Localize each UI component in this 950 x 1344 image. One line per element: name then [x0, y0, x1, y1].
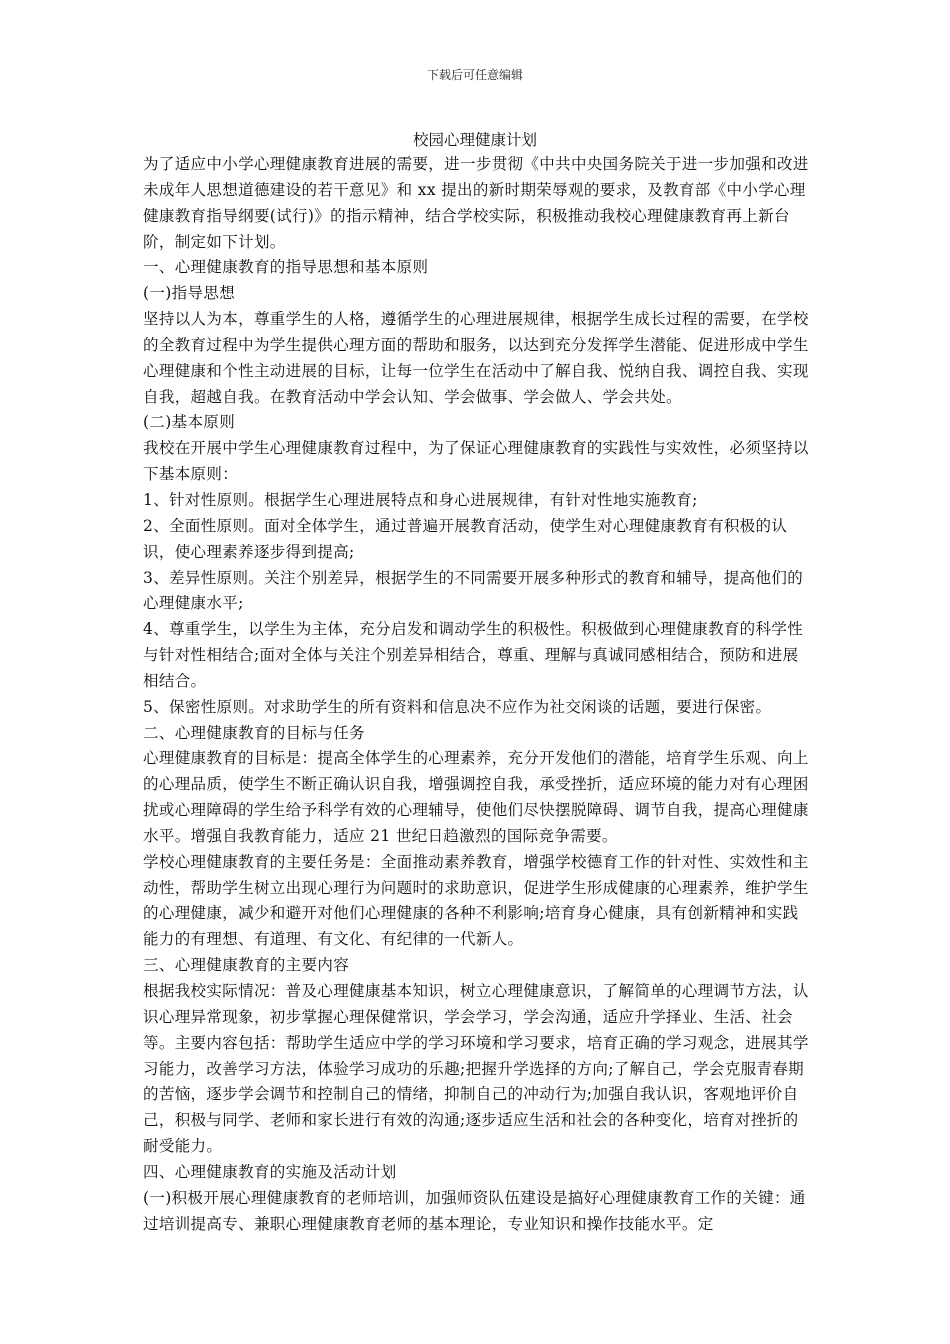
list-item: 1、针对性原则。根据学生心理进展特点和身心进展规律，有针对性地实施教育;	[143, 490, 698, 509]
list-item: 5、保密性原则。对求助学生的所有资料和信息决不应作为社交闲谈的话题，要进行保密。	[143, 697, 772, 716]
subsection-heading: (二)基本原则	[143, 413, 236, 432]
section-heading: 一、心理健康教育的指导思想和基本原则	[143, 258, 429, 277]
section-heading: 四、心理健康教育的实施及活动计划	[143, 1162, 397, 1181]
paragraph: 我校在开展中学生心理健康教育过程中，为了保证心理健康教育的实践性与实效性，必须坚持以下基本原则：	[143, 439, 809, 484]
paragraph: (一)积极开展心理健康教育的老师培训，加强师资队伍建设是搞好心理健康教育工作的关键：通过培训提高专、兼职心理健康教育老师的基本理论，专业知识和操作技能水平。定	[143, 1188, 806, 1233]
list-item: 3、差异性原则。关注个别差异，根据学生的不同需要开展多种形式的教育和辅导，提高他们的心理健康水平;	[143, 568, 804, 613]
paragraph: 为了适应中小学心理健康教育进展的需要，进一步贯彻《中共中央国务院关于进一步加强和改进未成年人思想道德建设的若干意见》和 xx 提出的新时期荣辱观的要求，及教育部《中小学心理健康教育指导纲要(试行)》的指示精神，结合学校实际，积极推动我校心理健康教育再上新台阶，制定如下计划。	[143, 155, 809, 251]
subsection-heading: (一)指导思想	[143, 284, 236, 303]
paragraph: 坚持以人为本，尊重学生的人格，遵循学生的心理进展规律，根据学生成长过程的需要，在学校的全教育过程中为学生提供心理方面的帮助和服务，以达到充分发挥学生潜能、促进形成中学生心理健康和个性主动进展的目标，让每一位学生在活动中了解自我、悦纳自我、调控自我、实现自我，超越自我。在教育活动中学会认知、学会做事、学会做人、学会共处。	[143, 310, 809, 406]
paragraph: 学校心理健康教育的主要任务是：全面推动素养教育，增强学校德育工作的针对性、实效性和主动性，帮助学生树立出现心理行为问题时的求助意识，促进学生形成健康的心理素养，维护学生的心理健康，减少和避开对他们心理健康的各种不利影响;培育身心健康，具有创新精神和实践能力的有理想、有道理、有文化、有纪律的一代新人。	[143, 852, 809, 949]
section-heading: 二、心理健康教育的目标与任务	[143, 723, 365, 742]
list-item: 4、尊重学生，以学生为主体，充分启发和调动学生的积极性。积极做到心理健康教育的科学性与针对性相结合;面对全体与关注个别差异相结合，尊重、理解与真诚同感相结合，预防和进展相结合。	[143, 620, 804, 690]
page-header-note: 下载后可任意编辑	[426, 68, 523, 82]
document-title: 校园心理健康计划	[412, 131, 537, 149]
paragraph: 根据我校实际情况：普及心理健康基本知识，树立心理健康意识，了解简单的心理调节方法，认识心理异常现象，初步掌握心理保健常识，学会学习，学会沟通，适应升学择业、生活、社会等。主要内容包括：帮助学生适应中学的学习环境和学习要求，培育正确的学习观念，进展其学习能力，改善学习方法，体验学习成功的乐趣;把握升学选择的方向;了解自己，学会克服青春期的苦恼，逐步学会调节和控制自己的情绪，抑制自己的冲动行为;加强自我认识，客观地评价自己，积极与同学、老师和家长进行有效的沟通;逐步适应生活和社会的各种变化，培育对挫折的耐受能力。	[143, 982, 809, 1156]
document-body	[143, 152, 811, 1237]
paragraph: 心理健康教育的目标是：提高全体学生的心理素养，充分开发他们的潜能，培育学生乐观、向上的心理品质，使学生不断正确认识自我，增强调控自我，承受挫折，适应环境的能力对有心理困扰或心理障碍的学生给予科学有效的心理辅导，使他们尽快摆脱障碍、调节自我，提高心理健康水平。增强自我教育能力，适应 21 世纪日趋激烈的国际竞争需要。	[143, 749, 809, 845]
list-item: 2、全面性原则。面对全体学生，通过普遍开展教育活动，使学生对心理健康教育有积极的认识，使心理素养逐步得到提高;	[143, 516, 788, 561]
section-heading: 三、心理健康教育的主要内容	[143, 956, 350, 975]
